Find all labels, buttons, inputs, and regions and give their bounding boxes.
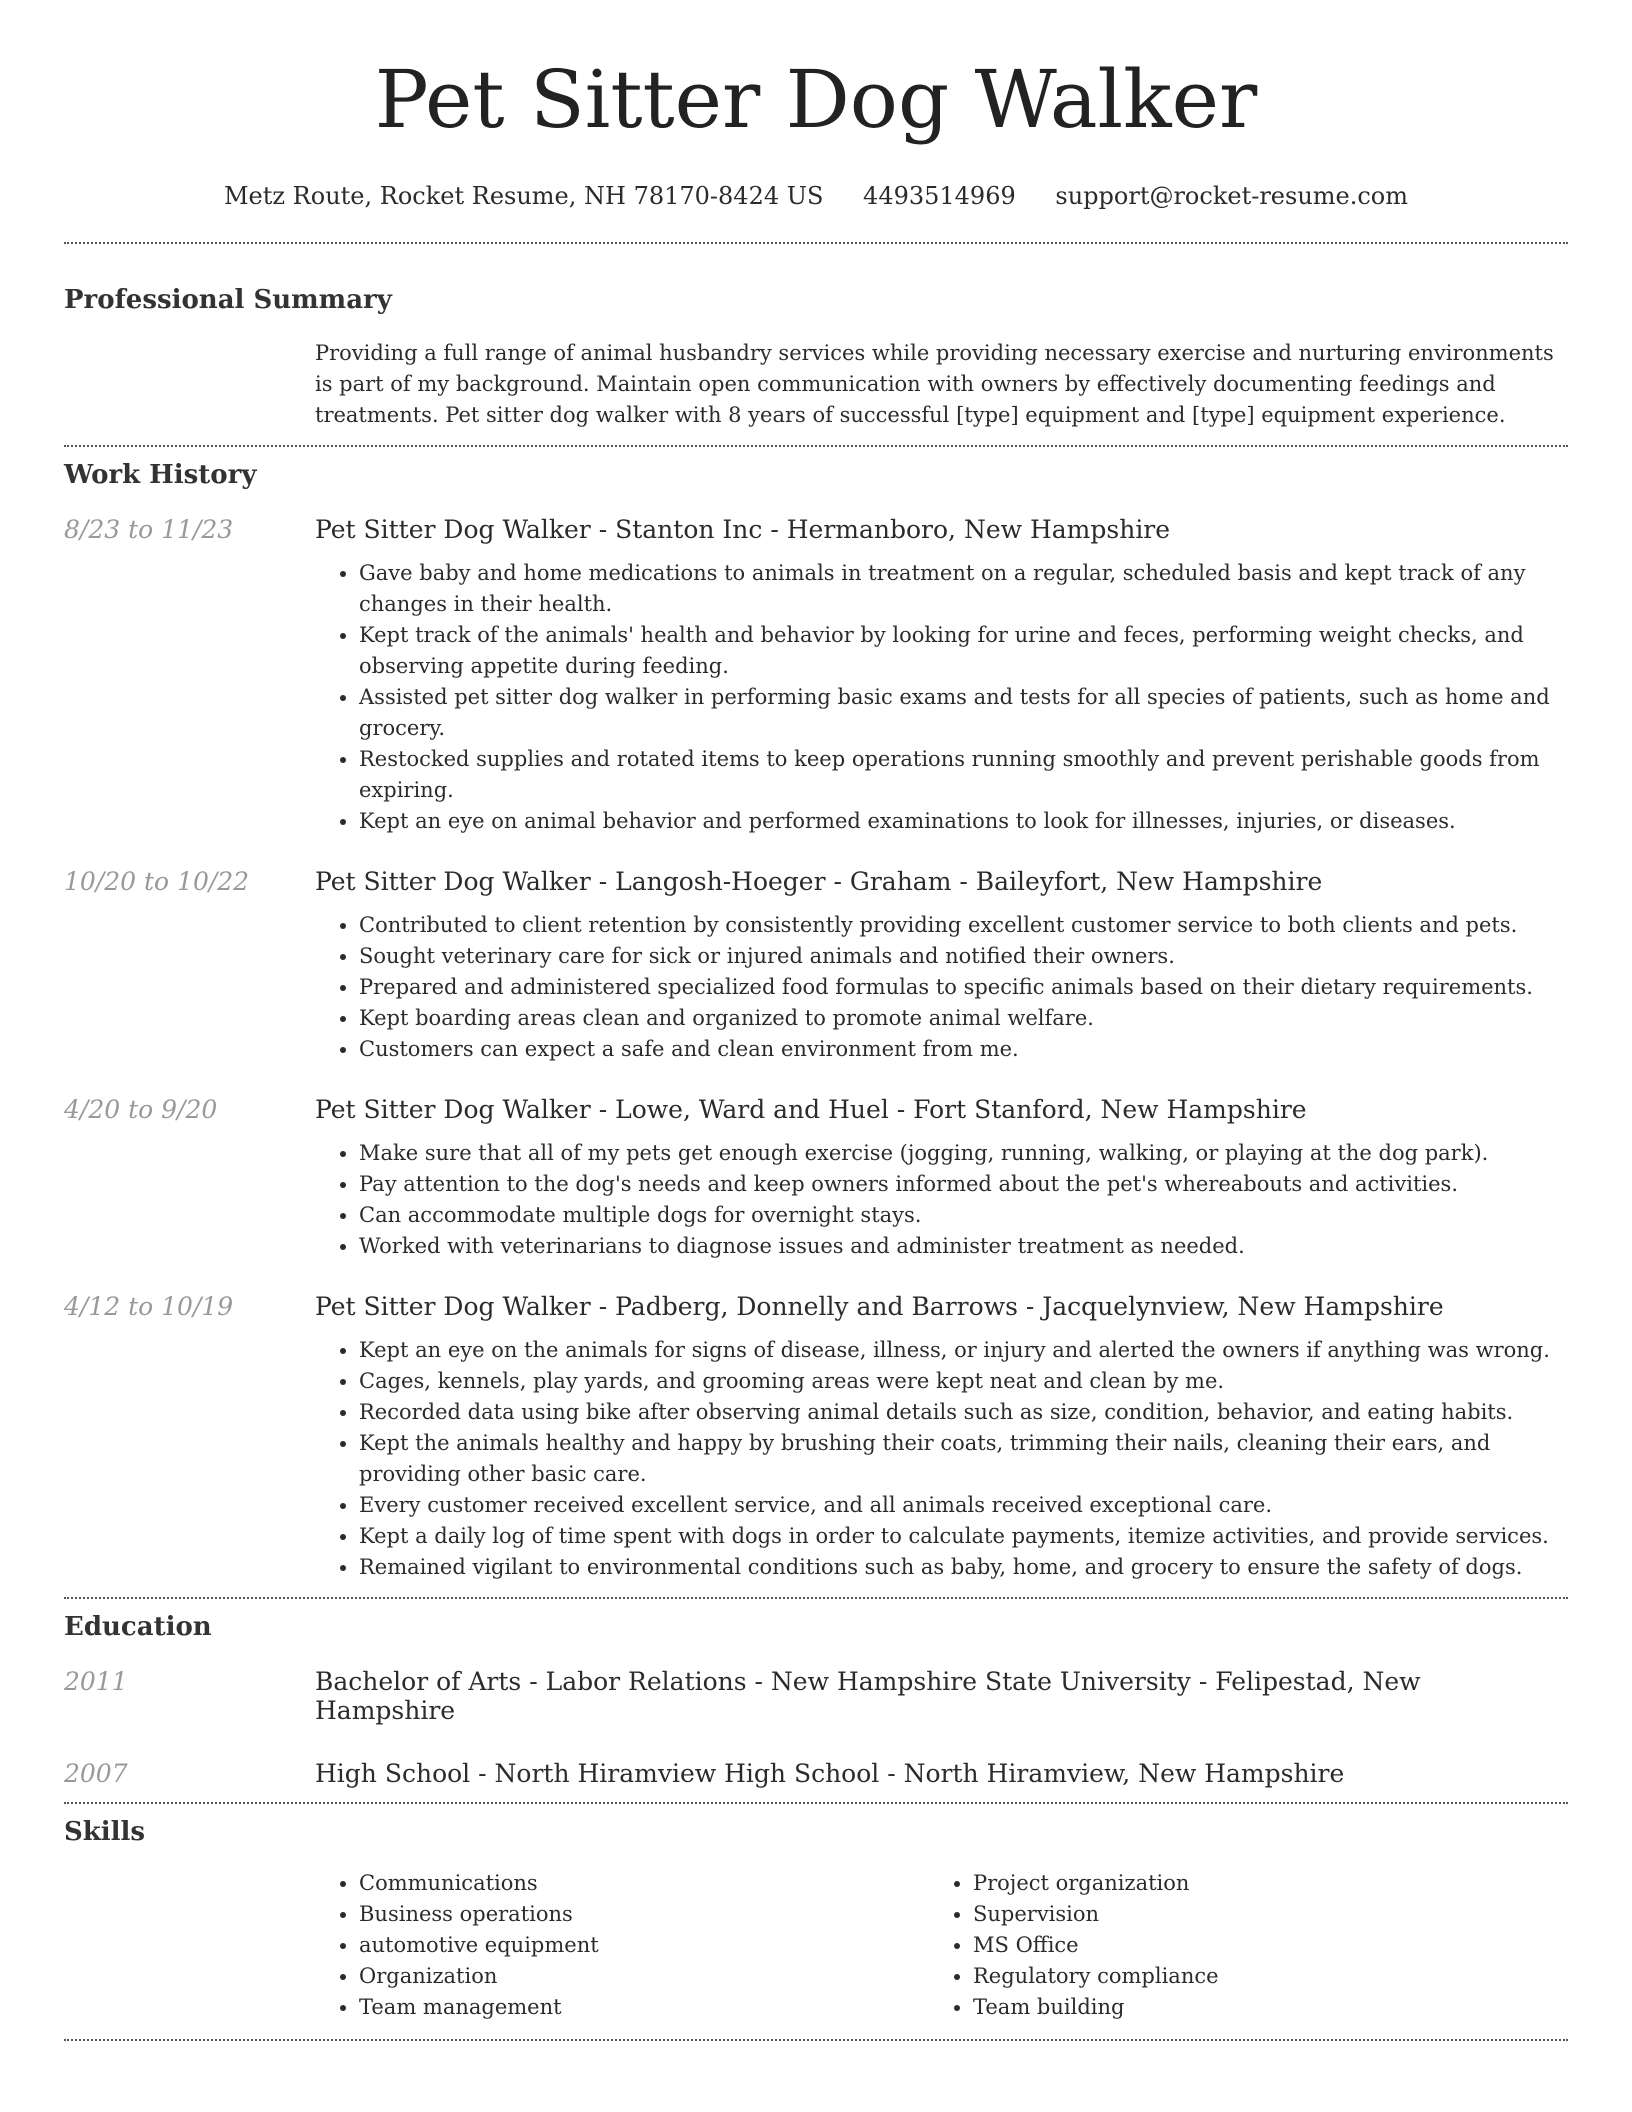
job-bullet: • Kept track of the animals' health and behavior by looking for urine and feces, performing weight checks, and observing appetite during feeding.	[359, 620, 1568, 682]
job-dates: 10/20 to 10/22	[64, 867, 250, 896]
skill-item: • Organization	[359, 1961, 929, 1992]
skill-item: • Team building	[973, 1992, 1543, 2023]
job-bullets	[315, 910, 1568, 1065]
job-bullet: • Gave baby and home medications to animals in treatment on a regular, scheduled basis and kept track of any changes in their health.	[359, 558, 1568, 620]
education-section-title: Education	[64, 1612, 212, 1642]
job-heading: Pet Sitter Dog Walker - Stanton Inc - Hermanboro, New Hampshire	[315, 515, 1171, 544]
job-bullet: • Worked with veterinarians to diagnose issues and administer treatment as needed.	[359, 1231, 1568, 1262]
job-bullets	[315, 1335, 1568, 1583]
contact-email: support@rocket-resume.com	[1055, 182, 1409, 210]
skill-item: • Communications	[359, 1868, 929, 1899]
work-section-title: Work History	[64, 460, 257, 490]
job-dates: 4/12 to 10/19	[64, 1292, 234, 1321]
job-entry	[64, 1095, 1568, 1262]
job-heading: Pet Sitter Dog Walker - Langosh-Hoeger - Graham - Baileyfort, New Hampshire	[315, 867, 1323, 896]
section-divider	[64, 1802, 1568, 1804]
section-divider	[64, 1597, 1568, 1599]
section-divider	[64, 445, 1568, 447]
job-bullets	[315, 558, 1568, 837]
section-divider	[64, 2039, 1568, 2041]
job-bullet: • Kept an eye on animal behavior and performed examinations to look for illnesses, injuries, or diseases.	[359, 806, 1568, 837]
job-entry	[64, 515, 1568, 837]
job-bullet: • Customers can expect a safe and clean environment from me.	[359, 1034, 1568, 1065]
job-heading: Pet Sitter Dog Walker - Padberg, Donnelly and Barrows - Jacquelynview, New Hampshire	[315, 1292, 1444, 1321]
job-bullets	[315, 1138, 1568, 1262]
job-bullet: • Contributed to client retention by consistently providing excellent customer service to both clients and pets.	[359, 910, 1568, 941]
job-bullet: • Every customer received excellent service, and all animals received exceptional care.	[359, 1490, 1568, 1521]
job-bullet: • Kept an eye on the animals for signs of disease, illness, or injury and alerted the owners if anything was wrong.	[359, 1335, 1568, 1366]
job-dates: 4/20 to 9/20	[64, 1095, 218, 1124]
job-dates: 8/23 to 11/23	[64, 515, 234, 544]
skills-column-left	[315, 1868, 929, 2023]
education-entry	[64, 1667, 1568, 1725]
education-year: 2011	[64, 1667, 128, 1696]
job-bullet: • Pay attention to the dog's needs and keep owners informed about the pet's whereabouts and activities.	[359, 1169, 1568, 1200]
job-bullet: • Kept the animals healthy and happy by brushing their coats, trimming their nails, cleaning their ears, and providing other basic care.	[359, 1428, 1568, 1490]
job-bullet: • Can accommodate multiple dogs for overnight stays.	[359, 1200, 1568, 1231]
job-bullet: • Kept boarding areas clean and organized to promote animal welfare.	[359, 1003, 1568, 1034]
skill-item: • automotive equipment	[359, 1930, 929, 1961]
job-bullet: • Restocked supplies and rotated items to keep operations running smoothly and prevent perishable goods from expiring.	[359, 744, 1568, 806]
contact-phone: 4493514969	[863, 182, 1016, 210]
resume-name: Pet Sitter Dog Walker	[374, 53, 1258, 146]
job-bullet: • Assisted pet sitter dog walker in performing basic exams and tests for all species of patients, such as home and grocery.	[359, 682, 1568, 744]
job-bullet: • Make sure that all of my pets get enough exercise (jogging, running, walking, or playing at the dog park).	[359, 1138, 1568, 1169]
skill-item: • Project organization	[973, 1868, 1543, 1899]
job-bullet: • Cages, kennels, play yards, and grooming areas were kept neat and clean by me.	[359, 1366, 1568, 1397]
job-bullet: • Recorded data using bike after observing animal details such as size, condition, behavior, and eating habits.	[359, 1397, 1568, 1428]
job-bullet: • Sought veterinary care for sick or injured animals and notified their owners.	[359, 941, 1568, 972]
skills-column-right	[929, 1868, 1543, 2023]
job-heading: Pet Sitter Dog Walker - Lowe, Ward and Huel - Fort Stanford, New Hampshire	[315, 1095, 1307, 1124]
job-entry	[64, 867, 1568, 1065]
job-bullet: • Prepared and administered specialized food formulas to specific animals based on their dietary requirements.	[359, 972, 1568, 1003]
contact-address: Metz Route, Rocket Resume, NH 78170-8424 US	[223, 182, 824, 210]
skill-item: • Team management	[359, 1992, 929, 2023]
education-heading: Bachelor of Arts - Labor Relations - New Hampshire State University - Felipestad, New Hampshire	[315, 1667, 1421, 1725]
skill-item: • Business operations	[359, 1899, 929, 1930]
education-heading: High School - North Hiramview High School - North Hiramview, New Hampshire	[315, 1759, 1345, 1788]
job-bullet: • Kept a daily log of time spent with dogs in order to calculate payments, itemize activities, and provide services.	[359, 1521, 1568, 1552]
contact-line	[64, 180, 1568, 212]
education-year: 2007	[64, 1759, 128, 1788]
summary-text: Providing a full range of animal husbandry services while providing necessary exercise and nurturing environments is part of my background. Maintain open communication with owners by effectively documenting feedings and treatments. Pet sitter dog walker with 8 years of successful [type] equipment and [type] equipment experience.	[315, 341, 1554, 427]
job-entry	[64, 1292, 1568, 1583]
skills-section-title: Skills	[64, 1817, 146, 1847]
education-entry	[64, 1759, 1568, 1788]
skills-list	[315, 1868, 1568, 2023]
section-divider	[64, 242, 1568, 244]
summary-section-title: Professional Summary	[64, 285, 392, 315]
skill-item: • Supervision	[973, 1899, 1543, 1930]
job-bullet: • Remained vigilant to environmental conditions such as baby, home, and grocery to ensure the safety of dogs.	[359, 1552, 1568, 1583]
skill-item: • Regulatory compliance	[973, 1961, 1543, 1992]
skill-item: • MS Office	[973, 1930, 1543, 1961]
